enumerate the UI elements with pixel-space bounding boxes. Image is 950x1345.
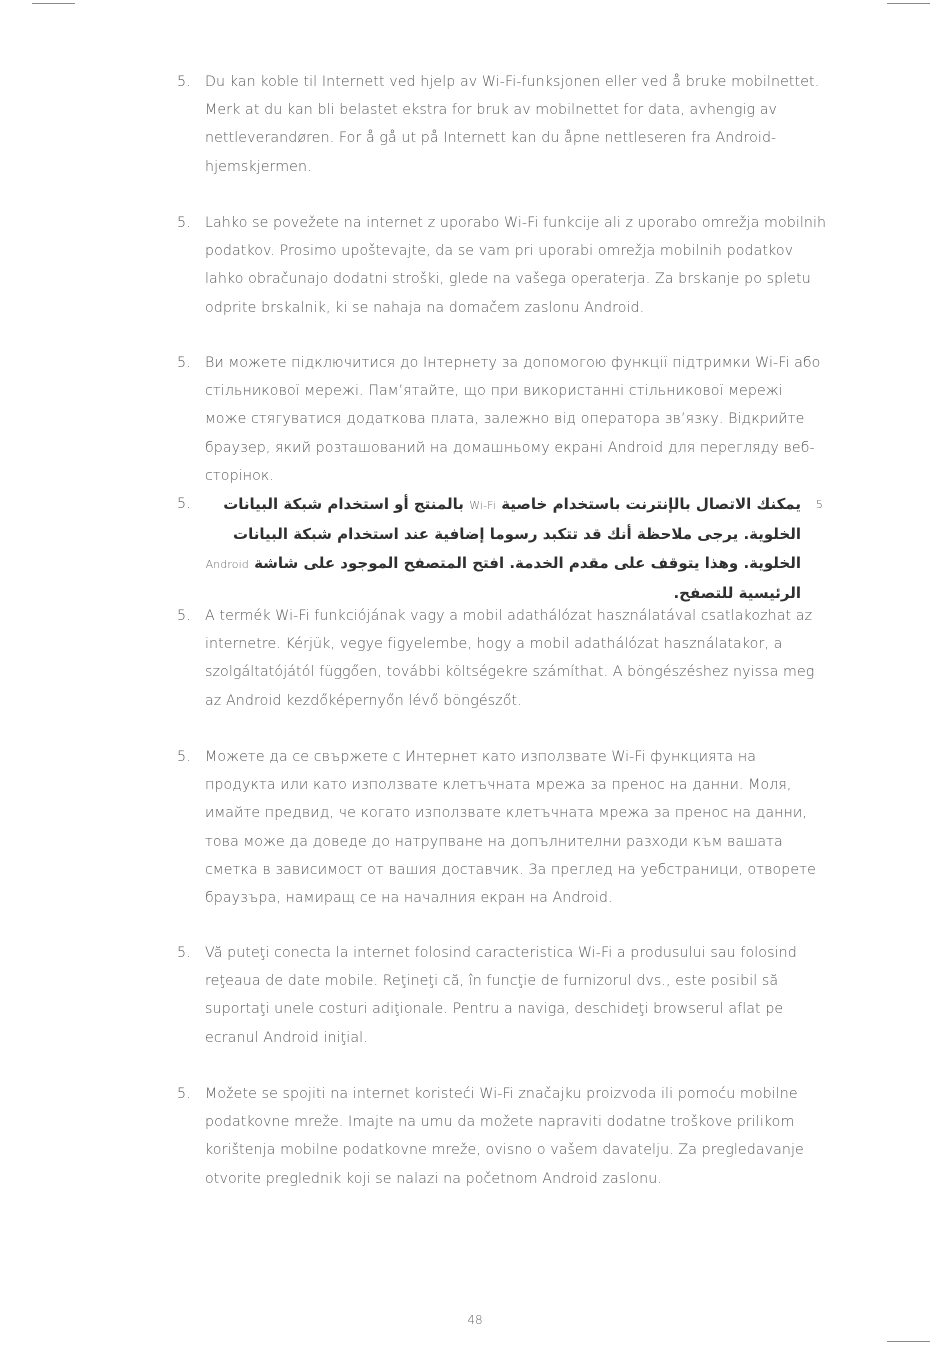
list-item-number: 5.: [177, 215, 191, 231]
list-item-norwegian: [177, 68, 827, 181]
list-item-number: 5.: [177, 1086, 191, 1102]
list-item-number: 5.: [177, 945, 191, 961]
page-number: 48: [467, 1313, 483, 1327]
list-item-text: Možete se spojiti na internet koristeći Wi-Fi značajku proizvoda ili pomoću mobilne podatkovne mreže. Imajte na umu da možete napraviti dodatne troškove prilikom korištenja mobilne podatkovne mreže, ovisno o vašem davatelju. Za pregledavanje otvorite preglednik koji se nalazi na početnom Android zaslonu.: [205, 1086, 804, 1187]
list-item-number: 5.: [177, 355, 191, 371]
list-item-romanian: [177, 939, 827, 1052]
list-item-text: Можете да се свържете с Интернет като използвате Wi-Fi функцията на продукта или като използвате клетъчната мрежа за пренос на данни. Моля, имайте предвид, че когато използвате клетъчната мрежа за пренос на данни, това може да доведе до натрупване на допълнителни разходи към вашата сметка в зависимост от вашия доставчик. За преглед на уебстраници, отворете браузъра, намиращ се на началния екран на Android.: [205, 749, 816, 907]
list-item-number-rtl: 5: [815, 498, 823, 511]
list-item-text: Du kan koble til Internett ved hjelp av Wi-Fi-funksjonen eller ved å bruke mobilnettet. Merk at du kan bli belastet ekstra for bruk av mobilnettet for data, avhengig av nettleverandøren. For å gå ut på Internett kan du åpne nettleseren fra Android-hjemskjermen.: [205, 74, 820, 175]
list-item-text: Vă puteţi conecta la internet folosind caracteristica Wi-Fi a produsului sau folosind reţeaua de date mobile. Reţineţi că, în funcţie de furnizorul dvs., este posibil să suportaţi unele costuri adiţionale. Pentru a naviga, deschideţi browserul aflat pe ecranul Android iniţial.: [205, 945, 797, 1046]
list-item-ukrainian: [177, 349, 827, 490]
crop-mark-top-left: [32, 3, 75, 4]
list-item-text: يمكنك الاتصال بالإنترنت باستخدام خاصية Wi-Fi بالمنتج أو استخدام شبكة البيانات الخلوية. يرجى ملاحظة أنك قد تتكبد رسوما إضافية عند استخدام شبكة البيانات الخلوية. وهذا يتوقف على مقدم الخدمة. افتح المتصفح الموجود على شاشة Android الرئيسية للتصفح.: [205, 495, 801, 602]
list-item-text: Ви можете підключитися до Інтернету за допомогою функції підтримки Wi-Fi або стільникової мережі. Пам’ятайте, що при використанні стільникової мережі може стягуватися додаткова плата, залежно від оператора зв’язку. Відкрийте браузер, який розташований на домашньому екрані Android для перегляду веб-сторінок.: [205, 355, 821, 484]
list-item-text: A termék Wi-Fi funkciójának vagy a mobil adathálózat használatával csatlakozhat az internetre. Kérjük, vegye figyelembe, hogy a mobil adathálózat használatakor, a szolgáltatójától függően, további költségekre számíthat. A böngészéshez nyissa meg az Android kezdőképernyőn lévő böngészőt.: [205, 608, 815, 709]
crop-mark-top-right: [887, 3, 930, 4]
list-item-arabic: [177, 490, 823, 608]
list-item-text: Lahko se povežete na internet z uporabo Wi-Fi funkcije ali z uporabo omrežja mobilnih podatkov. Prosimo upoštevajte, da se vam pri uporabi omrežja mobilnih podatkov lahko obračunajo dodatni stroški, glede na vašega operaterja. Za brskanje po spletu odprite brskalnik, ki se nahaja na domačem zaslonu Android.: [205, 215, 827, 316]
list-item-number: 5.: [177, 496, 191, 512]
list-item-bulgarian: [177, 743, 827, 912]
list-item-slovenian: [177, 209, 827, 322]
list-item-croatian: [177, 1080, 827, 1193]
crop-mark-bottom-right: [887, 1341, 930, 1342]
list-item-hungarian: [177, 602, 827, 715]
list-item-number: 5.: [177, 74, 191, 90]
list-item-number: 5.: [177, 749, 191, 765]
list-item-number: 5.: [177, 608, 191, 624]
